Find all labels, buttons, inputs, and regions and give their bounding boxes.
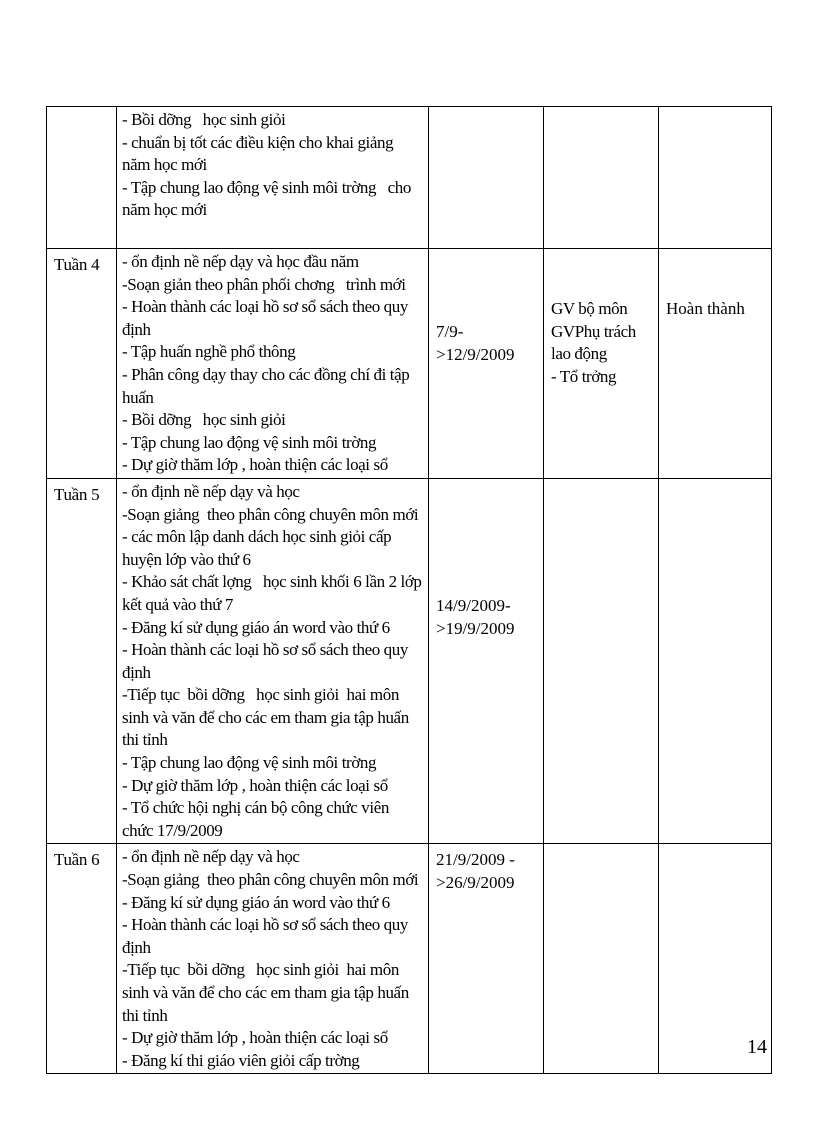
task-item: - Hoàn thành các loại hồ sơ sổ sách theo quy định [122,297,412,339]
date-cell [429,844,544,1074]
tasks-cell [117,478,429,844]
task-item: -Tiếp tục bồi dỡng học sinh giỏi hai môn sinh và văn để cho các em tham gia tập huấn thi tỉnh [122,960,413,1025]
result-cell [659,478,772,844]
table-row [47,844,772,1074]
task-item: - Tập chung lao động vệ sinh môi trờng [122,753,377,773]
task-item: - Tập chung lao động vệ sinh môi trờng cho năm học mới [122,177,415,220]
week-label: Tuần 5 [54,484,100,504]
task-item: - Bồi dỡng học sinh giỏi [122,110,286,129]
task-item: - Dự giờ thăm lớp , hoàn thiện các loại sổ [122,775,388,795]
responsible-person: - Tổ trởng [551,366,617,386]
task-item: - ổn định nề nếp dạy và học đầu năm [122,252,359,271]
person-cell [544,107,659,249]
weekly-plan-table [46,106,772,1074]
responsible-person: GV bộ môn [551,299,628,318]
task-item: - Hoàn thành các loại hồ sơ sổ sách theo quy định [122,640,412,682]
date-range [430,108,542,112]
task-item: - Dự giờ thăm lớp , hoàn thiện các loại sổ [122,1028,388,1048]
week-cell [47,478,117,844]
date-range: 14/9/2009->19/9/2009 [436,595,515,638]
task-item: - Đăng kí sử dụng giáo án word vào thứ 6 [122,617,390,637]
task-item: - Tập chung lao động vệ sinh môi trờng [122,432,377,452]
task-item: - Bồi dỡng học sinh giỏi [122,410,286,430]
task-item: - Tập huấn nghề phổ thông [122,342,296,362]
result-status [660,845,770,849]
week-label: Tuần 4 [54,255,100,274]
task-item: - ổn định nề nếp dạy và học [122,481,300,501]
result-status: Hoàn thành [666,299,745,318]
week-cell [47,107,117,249]
task-item: - Tổ chức hội nghị cán bộ công chức viên chức 17/9/2009 [122,798,393,840]
week-cell [47,249,117,479]
tasks-cell [117,249,429,479]
task-item: - Đăng kí thi giáo viên giỏi cấp trờng [122,1050,360,1070]
result-cell [659,249,772,479]
tasks-cell [117,107,429,249]
person-cell [544,844,659,1074]
task-item: - Dự giờ thăm lớp , hoàn thiện các loại sổ [122,455,388,475]
task-item: -Soạn giảng theo phân công chuyên môn mới [122,870,419,890]
result-cell [659,107,772,249]
table-row [47,107,772,249]
task-item: - Phân công dạy thay cho các đồng chí đi tập huấn [122,364,414,407]
result-status [660,108,770,112]
responsible-person: GVPhụ trách lao động [551,321,640,364]
task-item: -Tiếp tục bồi dỡng học sinh giỏi hai môn sinh và văn để cho các em tham gia tập huấn thi tỉnh [122,685,413,750]
date-cell [429,478,544,844]
result-status [660,480,770,484]
task-item: - Hoàn thành các loại hồ sơ sổ sách theo quy định [122,915,412,957]
tasks-cell [117,844,429,1074]
task-item: - ổn định nề nếp dạy và học [122,847,300,867]
person-cell [544,249,659,479]
table-row [47,478,772,844]
task-item: - Đăng kí sử dụng giáo án word vào thứ 6 [122,892,390,912]
task-item: -Soạn giản theo phân phối chơng trình mới [122,274,406,294]
date-range: 21/9/2009 ->26/9/2009 [436,850,515,893]
page-number: 14 [747,1036,767,1058]
task-item: - các môn lập danh dách học sinh giỏi cấp huyện lớp vào thứ 6 [122,527,396,569]
person-cell [544,478,659,844]
task-item: -Soạn giảng theo phân công chuyên môn mới [122,504,419,524]
date-range: 7/9->12/9/2009 [436,322,515,364]
table-row [47,249,772,479]
week-label: Tuần 6 [54,850,100,870]
task-item: - chuẩn bị tốt các điều kiện cho khai giảng năm học mới [122,132,398,175]
week-label [48,108,115,112]
task-item: - Khảo sát chất lợng học sinh khối 6 lần 2 lớp kết quả vào thứ 7 [122,572,426,614]
date-cell [429,249,544,479]
date-cell [429,107,544,249]
week-cell [47,844,117,1074]
